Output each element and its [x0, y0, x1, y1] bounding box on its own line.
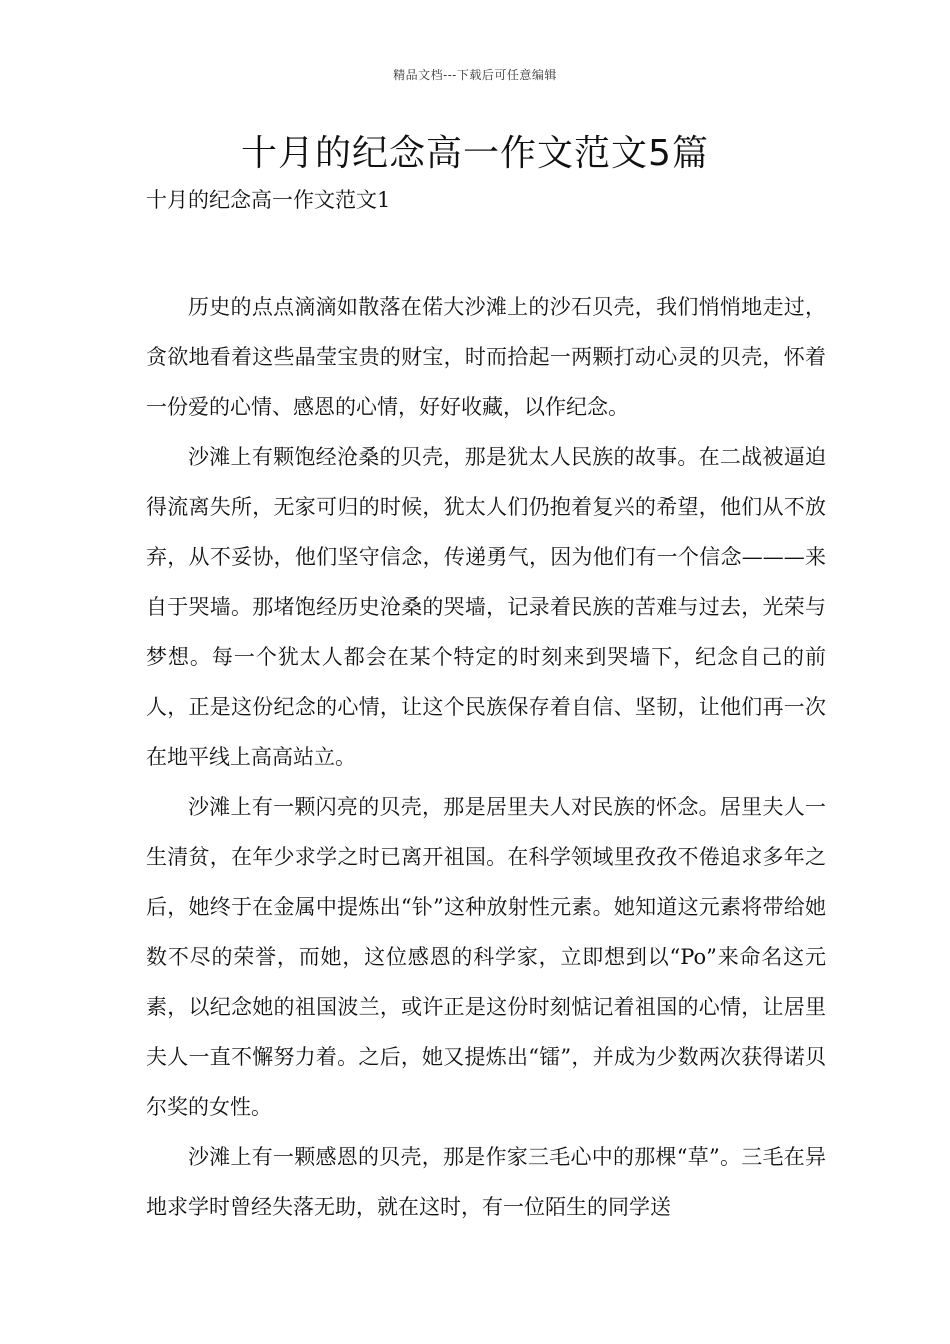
header-note: 精品文档---下载后可任意编辑: [393, 68, 557, 82]
paragraph-1: 历史的点点滴滴如散落在偌大沙滩上的沙石贝壳，我们悄悄地走过，贪欲地看着这些晶莹宝贵的财宝，时而拾起一两颗打动心灵的贝壳，怀着一份爱的心情、感恩的心情，好好收藏，以作纪念。: [146, 295, 826, 419]
paragraph-2: 沙滩上有颗饱经沧桑的贝壳，那是犹太人民族的故事。在二战被逼迫得流离失所，无家可归的时候，犹太人们仍抱着复兴的希望，他们从不放弃，从不妥协，他们坚守信念，传递勇气，因为他们有一个信念———来自于哭墙。那堵饱经历史沧桑的哭墙，记录着民族的苦难与过去，光荣与梦想。每一个犹太人都会在某个特定的时刻来到哭墙下，纪念自己的前人，正是这份纪念的心情，让这个民族保存着自信、坚韧，让他们再一次在地平线上高高站立。: [146, 445, 826, 769]
document-title: 十月的纪念高一作文范文5篇: [241, 133, 709, 174]
paragraph-4: 沙滩上有一颗感恩的贝壳，那是作家三毛心中的那棵“草”。三毛在异地求学时曾经失落无助，就在这时，有一位陌生的同学送: [146, 1145, 826, 1219]
paragraph-3: 沙滩上有一颗闪亮的贝壳，那是居里夫人对民族的怀念。居里夫人一生清贫，在年少求学之时已离开祖国。在科学领域里孜孜不倦追求多年之后，她终于在金属中提炼出“钋”这种放射性元素。她知道这元素将带给她数不尽的荣誉，而她，这位感恩的科学家，立即想到以“Po”来命名这元素，以纪念她的祖国波兰，或许正是这份时刻惦记着祖国的心情，让居里夫人一直不懈努力着。之后，她又提炼出“镭”，并成为少数两次获得诺贝尔奖的女性。: [146, 795, 826, 1119]
section-heading: 十月的纪念高一作文范文1: [146, 188, 391, 212]
essay-body: [146, 282, 826, 1232]
